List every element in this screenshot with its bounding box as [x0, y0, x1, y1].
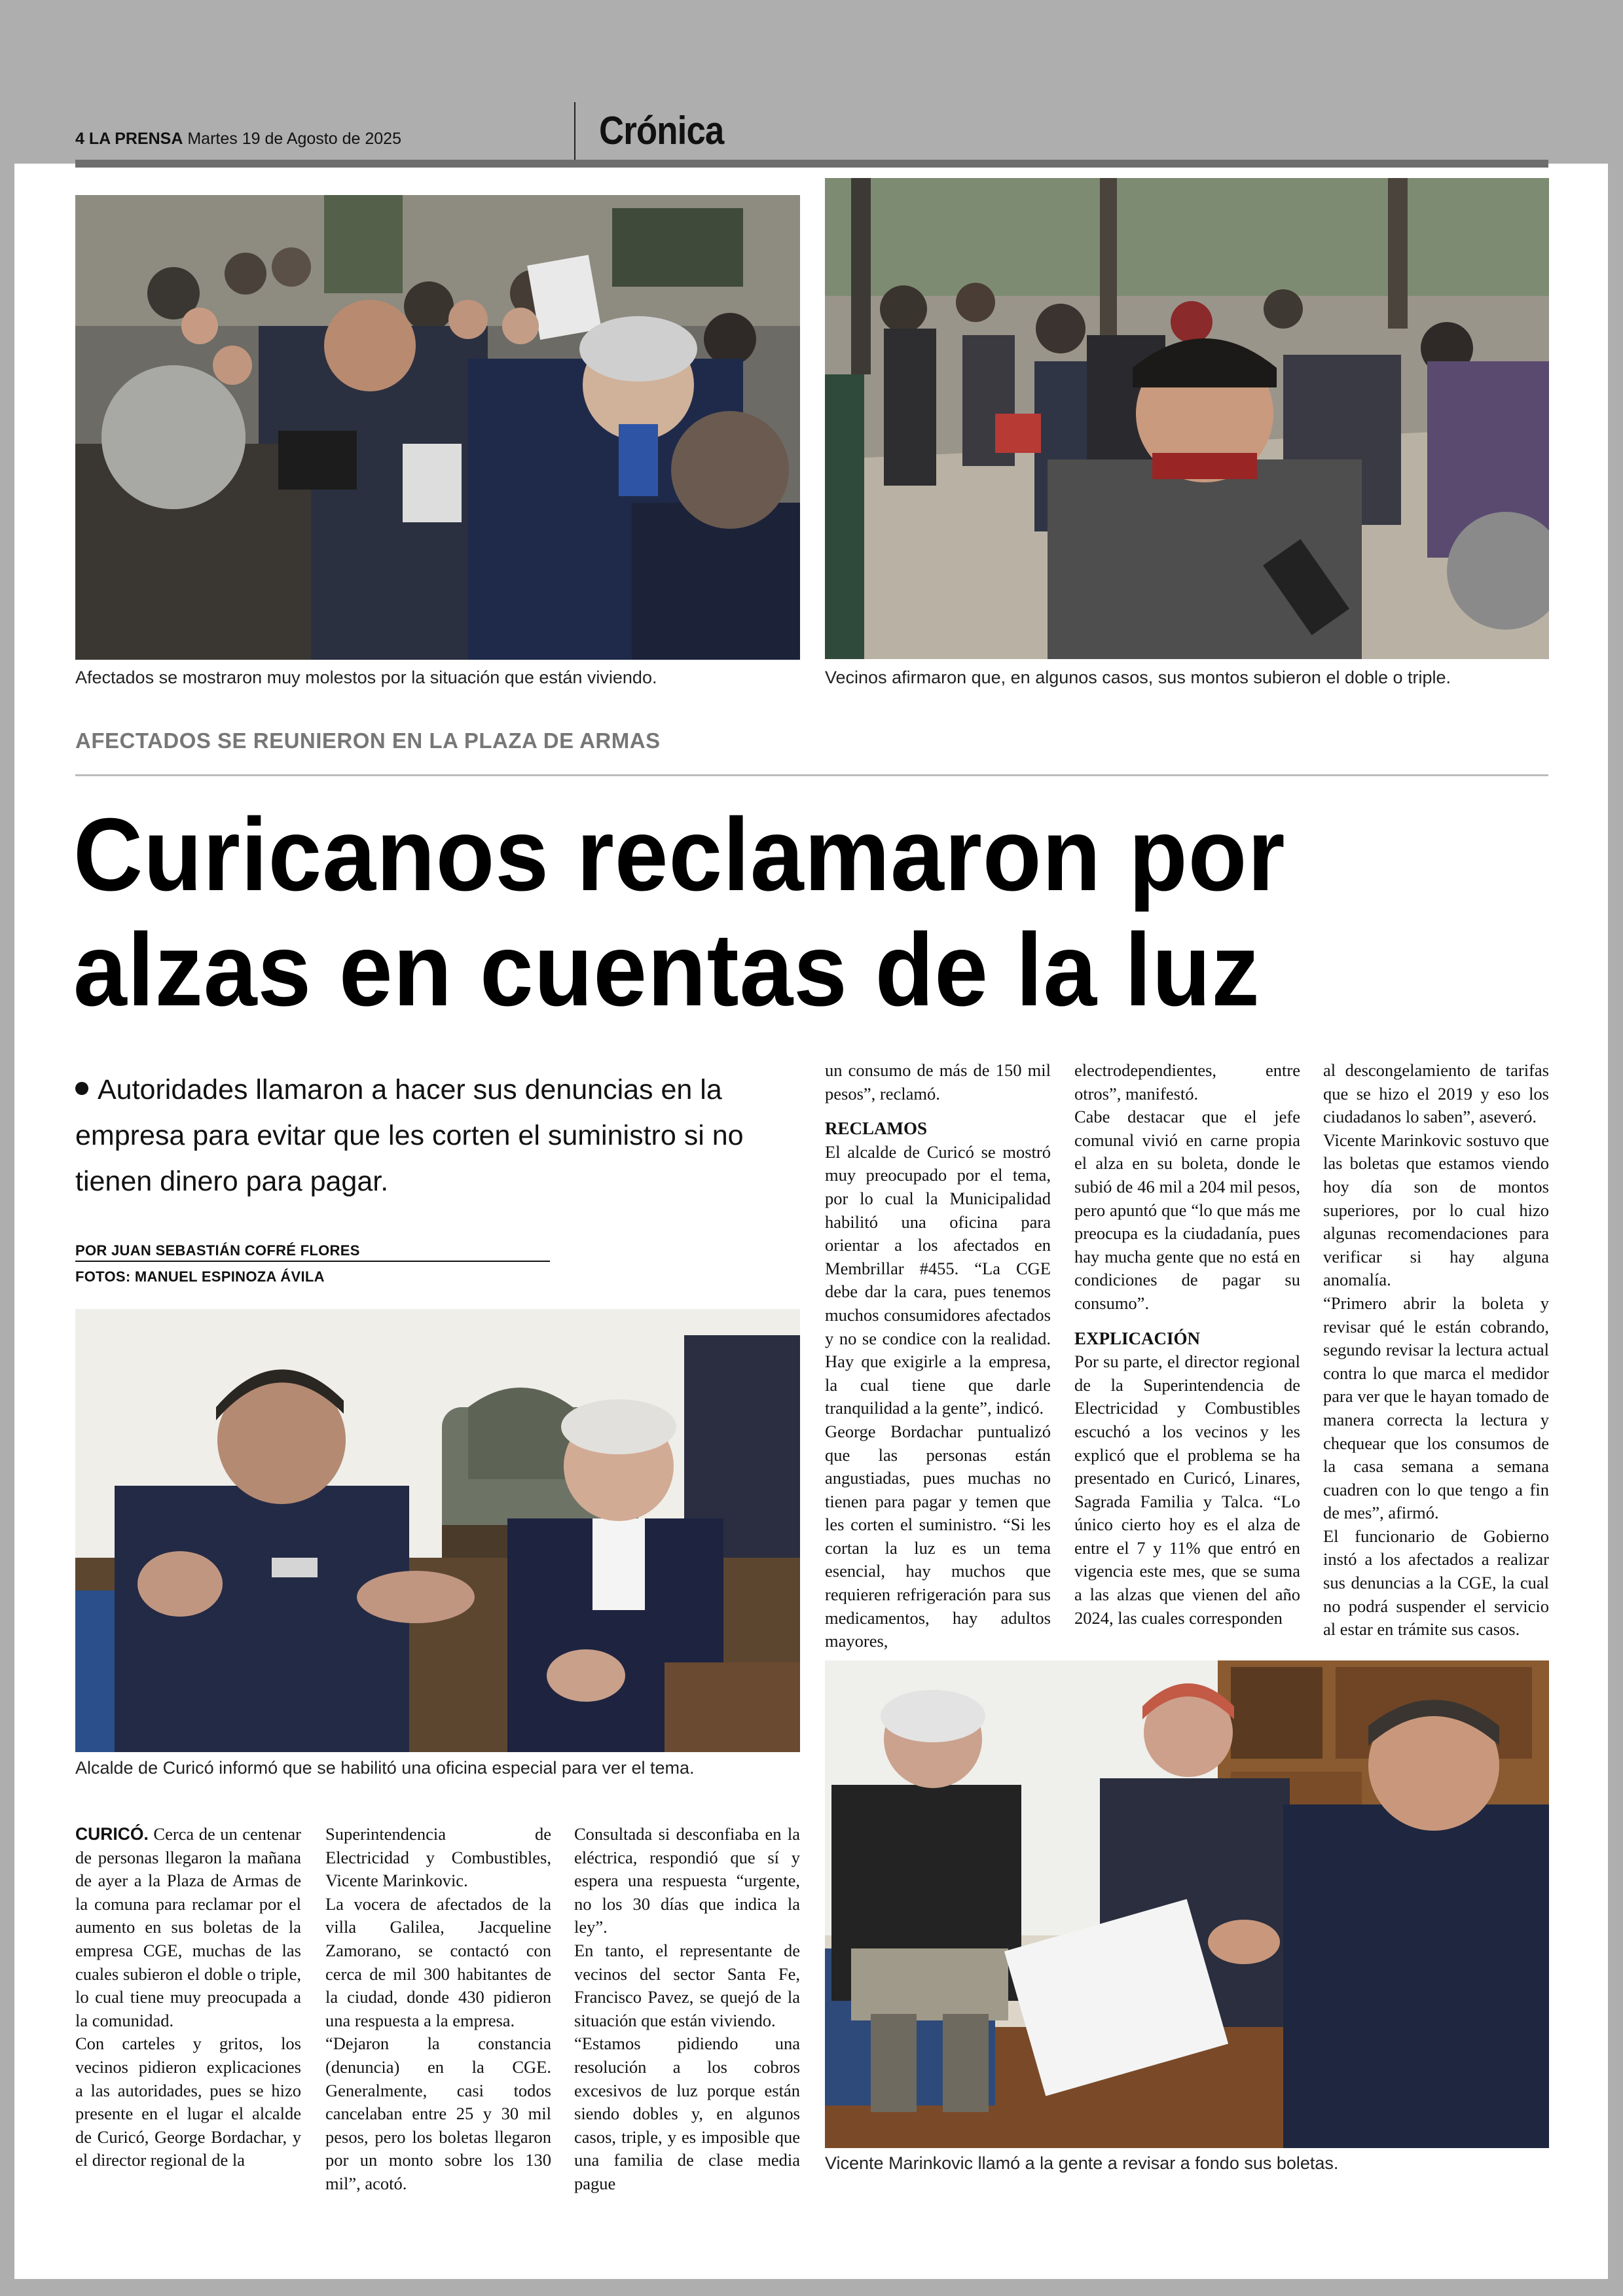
body-paragraph: Consultada si desconfiaba en la eléctrica, respondió que sí y espera una respuesta “urgente, no los 30 días que indica la ley”.	[574, 1824, 800, 1937]
body-column-3	[574, 1823, 800, 2196]
caption-mayor-office: Alcalde de Curicó informó que se habilitó una oficina especial para ver el tema.	[75, 1758, 695, 1778]
body-paragraph: George Bordachar puntualizó que las personas están angustiadas, pues muchas no tienen para pagar y temen que les corten el suministro. “Si les cortan la luz es un tema esencial, hay muchos que requieren refrigeración para sus medicamentos, hay adultos mayores,	[825, 1421, 1051, 1651]
photo-mayor-office	[75, 1309, 800, 1752]
article-kicker: AFECTADOS SE REUNIERON EN LA PLAZA DE ARMAS	[75, 728, 661, 753]
caption-neighbor-phone: Vecinos afirmaron que, en algunos casos, sus montos subieron el doble o triple.	[825, 668, 1451, 687]
subheading-reclamos: RECLAMOS	[825, 1119, 928, 1139]
body-paragraph: El funcionario de Gobierno instó a los afectados a realizar sus denuncias a la CGE, la cual no podrá suspender el servicio al estar en trámite sus casos.	[1323, 1526, 1549, 1640]
article-deck	[75, 1067, 769, 1204]
body-paragraph: Con carteles y gritos, los vecinos pidieron explicaciones a las autoridades, pues se hizo presente en el lugar el alcalde de Curicó, George Bordachar, y el director regional de la	[75, 2034, 301, 2170]
body-paragraph: electrodependientes, entre otros”, manifestó.	[1074, 1060, 1300, 1103]
body-paragraph: Cerca de un centenar de personas llegaron la mañana de ayer a la Plaza de Armas de la comuna para reclamar por el aumento en sus boletas de la empresa CGE, muchas de las cuales subieron el doble o triple, lo cual tiene muy preocupada a la comunidad.	[75, 1824, 301, 2030]
body-paragraph: En tanto, el representante de vecinos del sector Santa Fe, Francisco Pavez, se quejó de la situación que están viviendo.	[574, 1940, 800, 2030]
header-rule	[75, 160, 1548, 168]
body-paragraph: Superintendencia de Electricidad y Combustibles, Vicente Marinkovic.	[325, 1824, 551, 1891]
body-paragraph: Cabe destacar que el jefe comunal vivió en carne propia el alza en su boleta, donde le subió de 46 mil a 204 mil pesos, pero apuntó que “lo que más me preocupa es la ciudadanía, pues hay mucha gente que no está en condiciones de pagar su consumo”.	[1074, 1107, 1300, 1313]
bullet-icon	[75, 1082, 88, 1095]
body-paragraph: al descongelamiento de tarifas que se hizo el 2019 y eso los ciudadanos lo saben”, aseveró.	[1323, 1060, 1549, 1127]
byline-photos: FOTOS: MANUEL ESPINOZA ÁVILA	[75, 1268, 325, 1285]
headline-line-2: alzas en cuentas de la luz	[73, 912, 1260, 1028]
kicker-rule	[75, 774, 1548, 776]
body-paragraph: un consumo de más de 150 mil pesos”, reclamó.	[825, 1060, 1051, 1103]
issue-date: Martes 19 de Agosto de 2025	[187, 130, 401, 148]
body-column-6	[1323, 1059, 1549, 1641]
article-headline	[73, 797, 1450, 1028]
section-name: Crónica	[599, 109, 724, 152]
body-column-4	[825, 1059, 1051, 1653]
body-paragraph: “Primero abrir la boleta y revisar qué le están cobrando, segundo revisar la lectura actual contra lo que marca el medidor para ver que le hayan tomado de manera correcta la lectura y chequear que los consumos de la casa semana a semana cuadren con lo que tengo a fin de mes”, afirmó.	[1323, 1293, 1549, 1523]
subheading-explicacion: EXPLICACIÓN	[1074, 1328, 1201, 1348]
body-paragraph: Por su parte, el director regional de la Superintendencia de Electricidad y Combustibles escuchó a los vecinos y les explicó que el problema se ha presentado en Curicó, Linares, Sagrada Familia y Talca. “Lo único cierto hoy es el alza de entre el 7 y 11% que entró en vigencia este mes, que se suma a las alzas que vienen del año 2024, las cuales corresponden	[1074, 1352, 1300, 1628]
body-paragraph: La vocera de afectados de la villa Galilea, Jacqueline Zamorano, se contactó con cerca de mil 300 habitantes de la ciudad, donde 430 pidieron una respuesta a la empresa.	[325, 1893, 551, 2030]
header-divider	[574, 102, 575, 161]
body-paragraph: “Estamos pidiendo una resolución a los cobros excesivos de luz porque están siendo dobles y, en algunos casos, triple, y es imposible que una familia de clase media pague	[574, 2034, 800, 2193]
photo-neighbor-phone	[825, 178, 1549, 659]
photo-crowd-interview	[75, 195, 800, 660]
headline-line-1: Curicanos reclamaron por	[73, 797, 1286, 912]
dateline: CURICÓ.	[75, 1824, 149, 1844]
newspaper-name: LA PRENSA	[88, 130, 183, 148]
body-column-2	[325, 1823, 551, 2196]
photo-marinkovic-meeting	[825, 1660, 1549, 2148]
byline-rule	[75, 1261, 550, 1262]
body-paragraph: Vicente Marinkovic sostuvo que las boletas que estamos viendo hoy día son de montos superiores, por lo cual hizo algunas recomendaciones para verificar si hay alguna anomalía.	[1323, 1130, 1549, 1290]
body-column-5	[1074, 1059, 1300, 1630]
caption-marinkovic-meeting: Vicente Marinkovic llamó a la gente a revisar a fondo sus boletas.	[825, 2153, 1339, 2173]
masthead	[0, 0, 1623, 164]
byline-author: POR JUAN SEBASTIÁN COFRÉ FLORES	[75, 1242, 360, 1259]
body-column-1	[75, 1823, 301, 2172]
body-paragraph: “Dejaron la constancia (denuncia) en la CGE. Generalmente, casi todos cancelaban entre 25 y 30 mil pesos, pero los boletas llegaron por un monto sobre los 130 mil”, acotó.	[325, 2034, 551, 2193]
body-paragraph: El alcalde de Curicó se mostró muy preocupado por el tema, por lo cual la Municipalidad habilitó una oficina para orientar a los afectados en Membrillar #455. “La CGE debe dar la cara, pues tenemos muchos consumidores afectados y no se condice con la realidad. Hay que exigirle a la empresa, la cual tiene que darle tranquilidad a la gente”, indicó.	[825, 1141, 1051, 1418]
deck-text: Autoridades llamaron a hacer sus denuncias en la empresa para evitar que les corten el suministro si no tienen dinero para pagar.	[75, 1074, 744, 1197]
page-number: 4	[75, 130, 84, 148]
caption-crowd-interview: Afectados se mostraron muy molestos por la situación que están viviendo.	[75, 668, 657, 687]
header-info	[75, 130, 401, 149]
